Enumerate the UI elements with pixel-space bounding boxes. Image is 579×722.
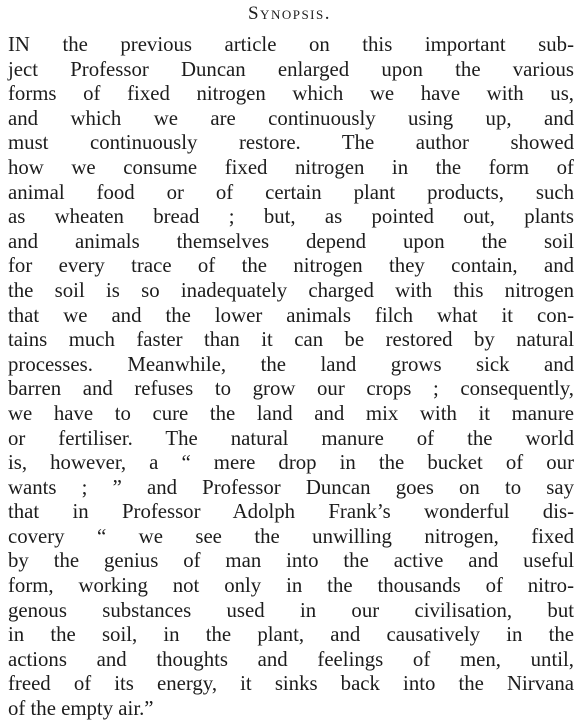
paragraph-line: actions and thoughts and feelings of men, until,	[8, 647, 574, 671]
paragraph-line: covery “ we see the unwilling nitrogen, fixed	[8, 524, 574, 548]
paragraph-line: barren and refuses to grow our crops ; consequently,	[8, 377, 574, 401]
paragraph-line: as wheaten bread ; but, as pointed out, plants	[8, 205, 574, 229]
paragraph-line: of the empty air.”	[8, 697, 154, 721]
paragraph-line: that we and the lower animals filch what it con-	[8, 303, 574, 327]
paragraph-line: how we consume fixed nitrogen in the form of	[8, 155, 574, 179]
paragraph-line: genous substances used in our civilisation, but	[8, 598, 574, 622]
paragraph-line: form, working not only in the thousands of nitro-	[8, 574, 574, 598]
paragraph-line: must continuously restore. The author showed	[8, 131, 574, 155]
paragraph-line: for every trace of the nitrogen they contain, and	[8, 254, 574, 278]
paragraph-line: animal food or of certain plant products, such	[8, 180, 574, 204]
paragraph-line: wants ; ” and Professor Duncan goes on to say	[8, 475, 574, 499]
paragraph-line: processes. Meanwhile, the land grows sick and	[8, 352, 574, 376]
paragraph-line: is, however, a “ mere drop in the bucket of our	[8, 451, 574, 475]
paragraph-line: we have to cure the land and mix with it manure	[8, 401, 574, 425]
paragraph-line: freed of its energy, it sinks back into the Nirvana	[8, 672, 574, 696]
paragraph-line: or fertiliser. The natural manure of the world	[8, 426, 574, 450]
paragraph-line: tains much faster than it can be restored by natural	[8, 328, 574, 352]
section-heading: Synopsis.	[247, 3, 331, 24]
paragraph-line: and animals themselves depend upon the soil	[8, 229, 574, 253]
paragraph-line: in the soil, in the plant, and causatively in the	[8, 623, 574, 647]
paragraph-line: that in Professor Adolph Frank’s wonderful dis-	[8, 500, 574, 524]
paragraph-line: ject Professor Duncan enlarged upon the various	[8, 57, 574, 81]
paragraph-line: forms of fixed nitrogen which we have with us,	[8, 82, 574, 106]
synopsis-paragraph	[8, 33, 574, 722]
paragraph-line: the soil is so inadequately charged with this nitrogen	[8, 278, 574, 302]
paragraph-line: IN the previous article on this important sub-	[8, 33, 574, 56]
paragraph-line: and which we are continuously using up, and	[8, 106, 574, 130]
paragraph-line: by the genius of man into the active and useful	[8, 549, 574, 573]
